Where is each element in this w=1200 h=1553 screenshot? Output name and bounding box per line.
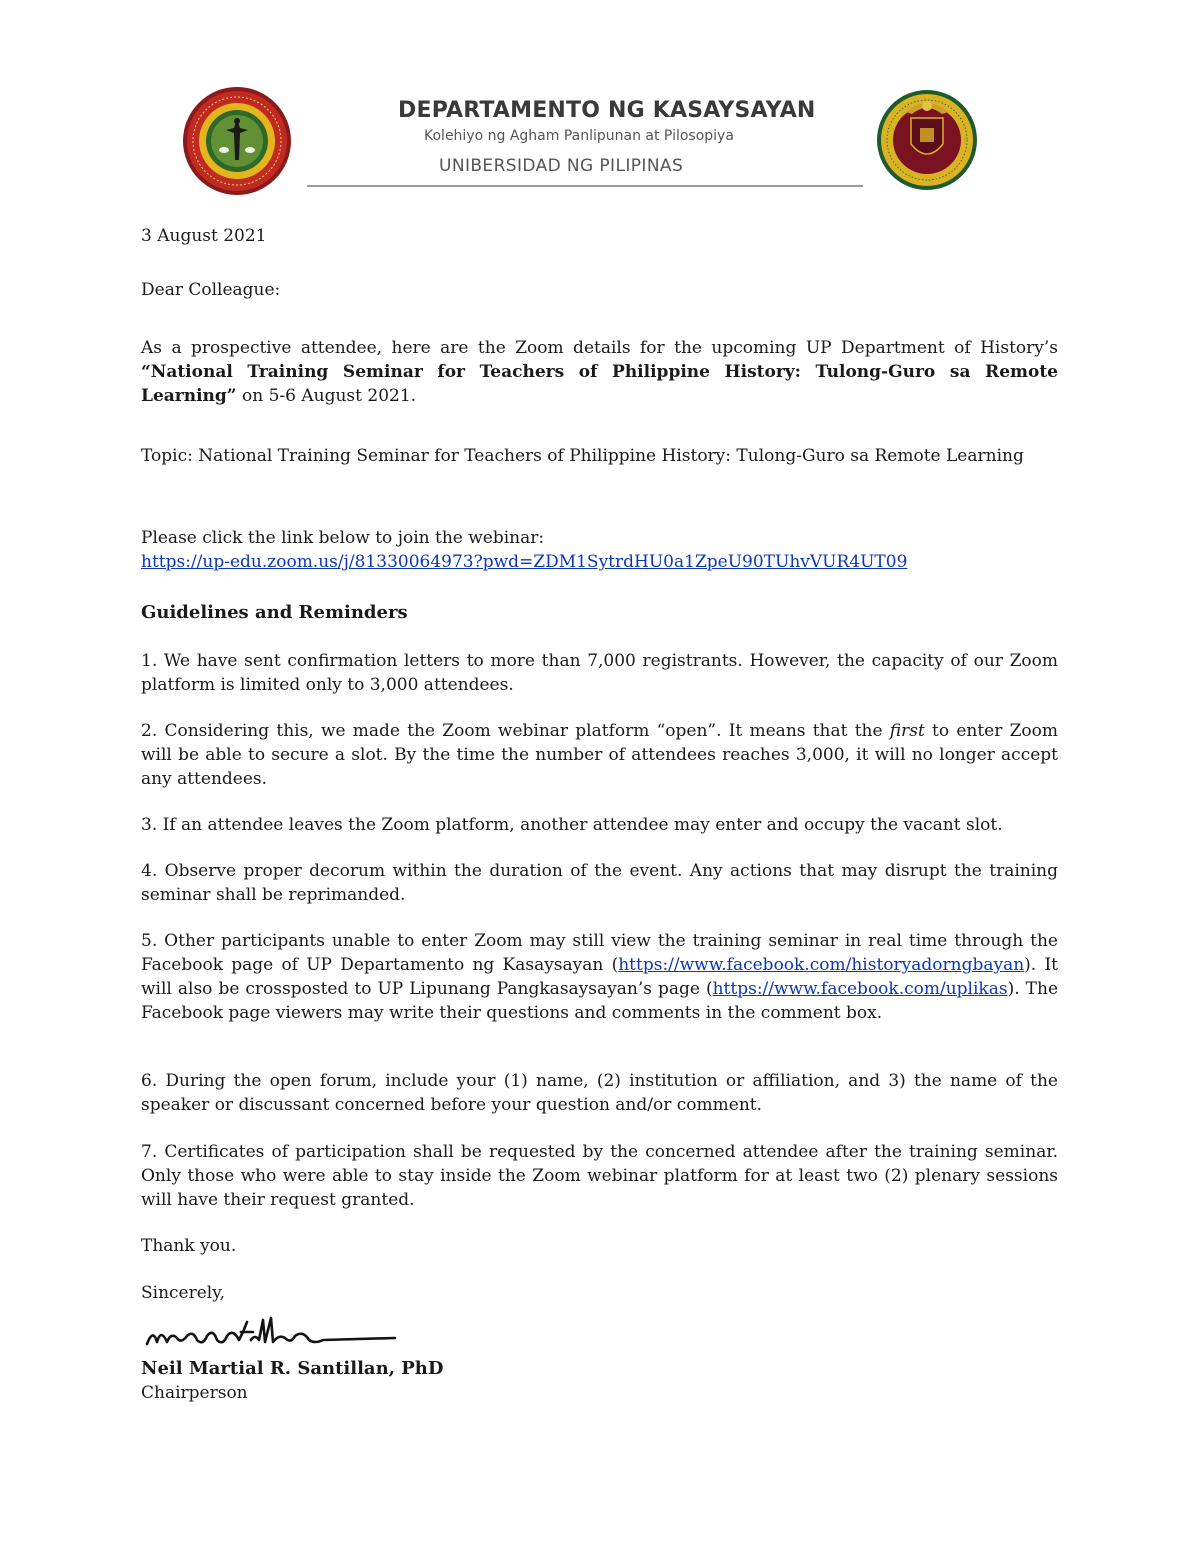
handwritten-signature xyxy=(143,1314,403,1354)
seminar-title: “National Training Seminar for Teachers of Philippine History: Tulong-Guro sa Remote Learning” xyxy=(141,362,1058,406)
up-seal-logo xyxy=(876,84,978,192)
guideline-5-text-a: 5. Other participants unable to enter Zoom may still view the training seminar in real time through the Facebook page of UP Departamento ng Kasaysayan ( xyxy=(141,931,1058,975)
guideline-item-4: 4. Observe proper decorum within the duration of the event. Any actions that may disrupt the training seminar shall be reprimanded. xyxy=(141,861,1058,905)
guideline-5-text-b: ). It will also be crossposted to UP Lipunang Pangkasaysayan’s page ( xyxy=(141,955,1058,999)
intro-paragraph xyxy=(141,336,1058,408)
guideline-2-emphasis: first xyxy=(889,721,925,741)
thank-you: Thank you. xyxy=(141,1236,237,1256)
guideline-2-text-b: to enter Zoom will be able to secure a slot. By the time the number of attendees reaches 3,000, it will no longer accept any attendees. xyxy=(141,721,1058,789)
guidelines-heading: Guidelines and Reminders xyxy=(141,602,408,623)
guideline-item-2 xyxy=(141,719,1058,791)
signer-name: Neil Martial R. Santillan, PhD xyxy=(141,1358,444,1379)
closing: Sincerely, xyxy=(141,1283,225,1303)
intro-text-before: As a prospective attendee, here are the Zoom details for the upcoming UP Department of History’s xyxy=(141,338,1058,358)
facebook-history-link[interactable]: https://www.facebook.com/historyadorngbayan xyxy=(618,955,1025,975)
letterhead-department: DEPARTAMENTO NG KASAYSAYAN xyxy=(398,98,816,123)
salutation: Dear Colleague: xyxy=(141,280,281,300)
letterhead-university: UNIBERSIDAD NG PILIPINAS xyxy=(439,156,684,176)
letter-date: 3 August 2021 xyxy=(141,226,267,246)
signer-title: Chairperson xyxy=(141,1383,248,1403)
join-link-line xyxy=(141,550,1058,574)
letterhead-college: Kolehiyo ng Agham Panlipunan at Pilosopiya xyxy=(424,128,734,144)
guideline-item-6: 6. During the open forum, include your (1) name, (2) institution or affiliation, and 3) the name of the speaker or discussant concerned before your question and/or comment. xyxy=(141,1071,1058,1115)
facebook-uplikas-link[interactable]: https://www.facebook.com/uplikas xyxy=(712,979,1008,999)
guideline-item-3: 3. If an attendee leaves the Zoom platform, another attendee may enter and occupy the vacant slot. xyxy=(141,815,1003,835)
letterhead-rule xyxy=(307,185,863,187)
guideline-2-text-a: 2. Considering this, we made the Zoom webinar platform “open”. It means that the xyxy=(141,721,890,741)
department-seal-logo xyxy=(182,86,292,196)
guideline-5-text-c: ). The Facebook page viewers may write their questions and comments in the comment box. xyxy=(141,979,1059,1023)
join-prompt: Please click the link below to join the webinar: xyxy=(141,528,545,548)
zoom-join-link[interactable]: https://up-edu.zoom.us/j/81330064973?pwd=ZDM1SytrdHU0a1ZpeU90TUhvVUR4UT09 xyxy=(141,552,908,572)
guideline-item-1: 1. We have sent confirmation letters to more than 7,000 registrants. However, the capacity of our Zoom platform is limited only to 3,000 attendees. xyxy=(141,651,1058,695)
guideline-item-7: 7. Certificates of participation shall be requested by the concerned attendee after the training seminar. Only those who were able to stay inside the Zoom webinar platform for at least two (2) plenary sessions will have their request granted. xyxy=(141,1142,1058,1210)
guideline-item-5 xyxy=(141,929,1058,1025)
intro-text-after: on 5-6 August 2021. xyxy=(236,386,417,406)
topic-paragraph: Topic: National Training Seminar for Teachers of Philippine History: Tulong-Guro sa Remote Learning xyxy=(141,446,1024,466)
